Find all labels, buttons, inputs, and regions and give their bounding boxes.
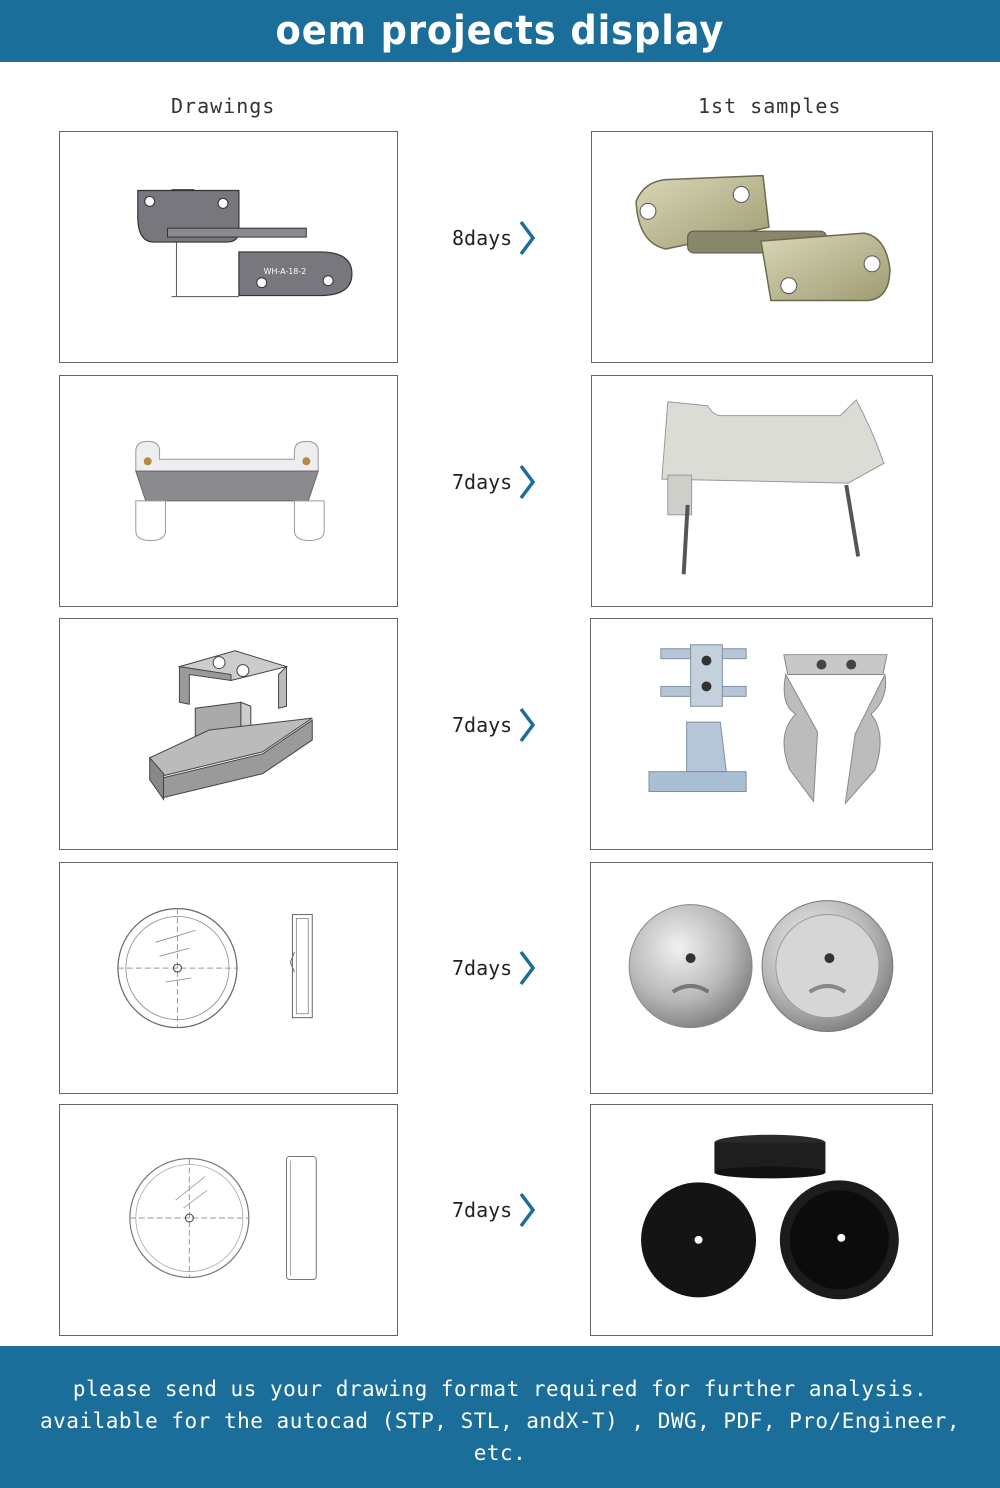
lead-time-text: 7days <box>452 470 513 494</box>
sample-image-3 <box>590 618 933 850</box>
bracket-sample-icon <box>592 376 932 606</box>
drawing-part-number: WH-A-18-2 <box>263 266 307 276</box>
round-cap-sample-icon <box>591 1105 932 1335</box>
sample-image-5 <box>590 1104 933 1336</box>
round-cap-drawing-icon <box>60 1105 397 1335</box>
lead-time-text: 7days <box>452 1198 513 1222</box>
chevron-right-icon <box>518 464 536 500</box>
drawing-image-5 <box>59 1104 398 1336</box>
lead-time-text: 7days <box>452 956 513 980</box>
footer-line-2: available for the autocad (STP, STL, andX-T) , DWG, PDF, Pro/Engineer, <box>39 1409 960 1433</box>
drawing-image-1 <box>59 131 398 363</box>
drawing-image-4 <box>59 862 398 1094</box>
chevron-right-icon <box>518 950 536 986</box>
bracket-drawing-icon <box>60 376 397 606</box>
samples-column-label: 1st samples <box>698 94 842 118</box>
channel-clip-drawing-icon <box>60 619 397 849</box>
page-header <box>0 0 1000 62</box>
chevron-right-icon <box>518 220 536 256</box>
hinge-sample-icon <box>592 132 932 362</box>
sample-image-4 <box>590 862 933 1094</box>
lead-time-3 <box>452 707 536 743</box>
drawing-image-2 <box>59 375 398 607</box>
lead-time-2 <box>452 464 536 500</box>
footer-line-1: please send us your drawing format required for further analysis. <box>72 1377 928 1401</box>
lead-time-text: 8days <box>452 226 513 250</box>
lead-time-1 <box>452 220 536 256</box>
lead-time-5 <box>452 1192 536 1228</box>
drawing-image-3 <box>59 618 398 850</box>
sample-image-1 <box>591 131 933 363</box>
footer-line-3: etc. <box>473 1441 527 1465</box>
page-title: oem projects display <box>275 8 725 54</box>
hinge-drawing-icon <box>60 132 397 362</box>
drawings-column-label: Drawings <box>171 94 276 118</box>
chevron-right-icon <box>518 707 536 743</box>
channel-clip-sample-icon <box>591 619 932 849</box>
lead-time-4 <box>452 950 536 986</box>
page-footer <box>0 1346 1000 1488</box>
sample-image-2 <box>591 375 933 607</box>
round-cup-sample-icon <box>591 863 932 1093</box>
lead-time-text: 7days <box>452 713 513 737</box>
round-cup-drawing-icon <box>60 863 397 1093</box>
chevron-right-icon <box>518 1192 536 1228</box>
